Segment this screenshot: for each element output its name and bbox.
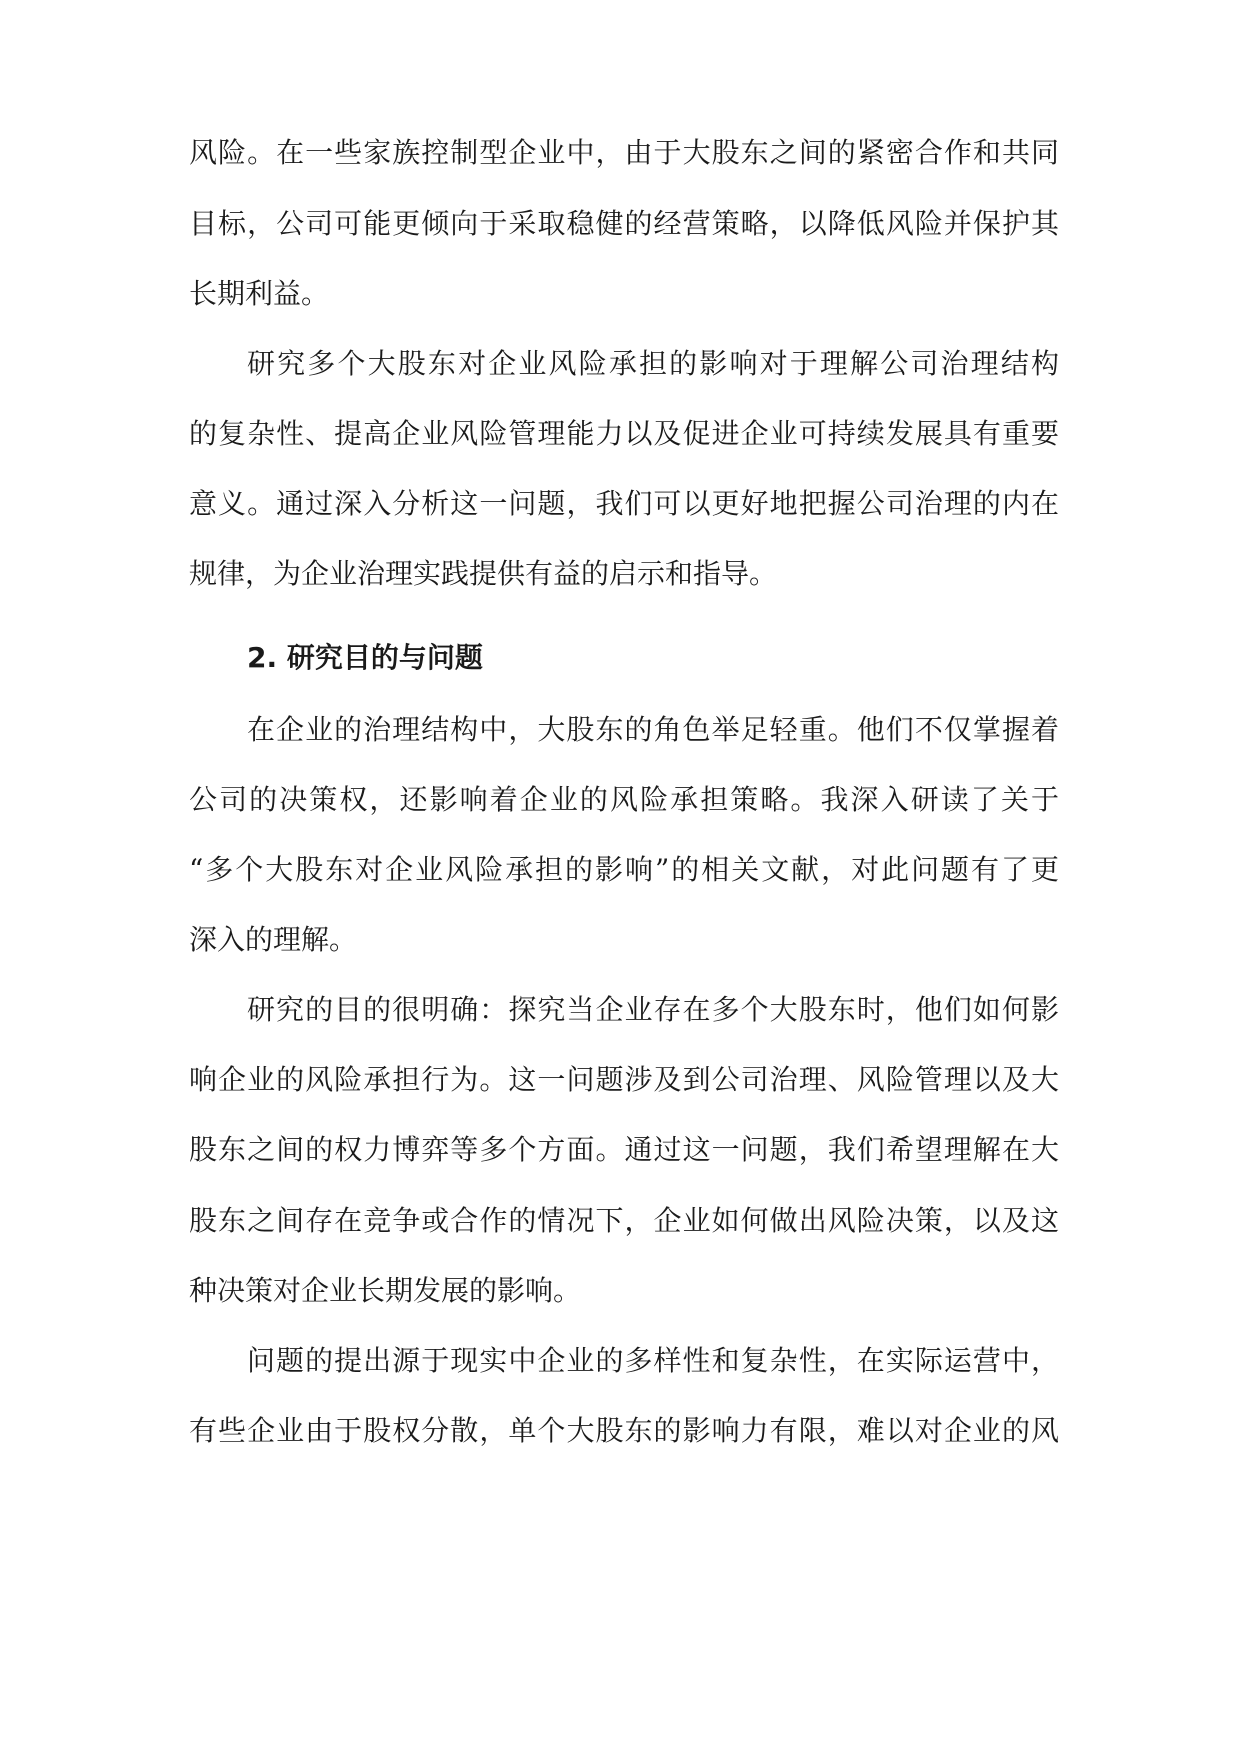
paragraph-3-line-2: 公司的决策权，还影响着企业的风险承担策略。我深入研读了关于 xyxy=(189,783,1059,816)
paragraph-1-line-2: 目标，公司可能更倾向于采取稳健的经营策略，以降低风险并保护其 xyxy=(189,207,1059,240)
paragraph-5-line-2: 有些企业由于股权分散，单个大股东的影响力有限，难以对企业的风 xyxy=(189,1414,1059,1447)
paragraph-4-line-2: 响企业的风险承担行为。这一问题涉及到公司治理、风险管理以及大 xyxy=(189,1063,1059,1096)
paragraph-3-line-1: 在企业的治理结构中，大股东的角色举足轻重。他们不仅掌握着 xyxy=(247,713,1059,746)
paragraph-1-line-3: 长期利益。 xyxy=(189,277,330,310)
paragraph-4-line-1: 研究的目的很明确：探究当企业存在多个大股东时，他们如何影 xyxy=(247,993,1059,1026)
paragraph-1-line-1: 风险。在一些家族控制型企业中，由于大股东之间的紧密合作和共同 xyxy=(189,136,1059,169)
paragraph-3-line-4: 深入的理解。 xyxy=(189,923,358,956)
paragraph-4-line-5: 种决策对企业长期发展的影响。 xyxy=(189,1274,582,1307)
paragraph-5-line-1: 问题的提出源于现实中企业的多样性和复杂性，在实际运营中， xyxy=(247,1344,1059,1377)
paragraph-4-line-3: 股东之间的权力博弈等多个方面。通过这一问题，我们希望理解在大 xyxy=(189,1133,1059,1166)
section-heading: 2. 研究目的与问题 xyxy=(247,641,483,674)
paragraph-2-line-3: 意义。通过深入分析这一问题，我们可以更好地把握公司治理的内在 xyxy=(189,487,1059,520)
paragraph-2-line-4: 规律，为企业治理实践提供有益的启示和指导。 xyxy=(189,557,778,590)
paragraph-4-line-4: 股东之间存在竞争或合作的情况下，企业如何做出风险决策，以及这 xyxy=(189,1204,1059,1237)
paragraph-3-line-3: “多个大股东对企业风险承担的影响”的相关文献，对此问题有了更 xyxy=(189,853,1059,886)
paragraph-2-line-2: 的复杂性、提高企业风险管理能力以及促进企业可持续发展具有重要 xyxy=(189,417,1059,450)
paragraph-2-line-1: 研究多个大股东对企业风险承担的影响对于理解公司治理结构 xyxy=(247,347,1059,380)
